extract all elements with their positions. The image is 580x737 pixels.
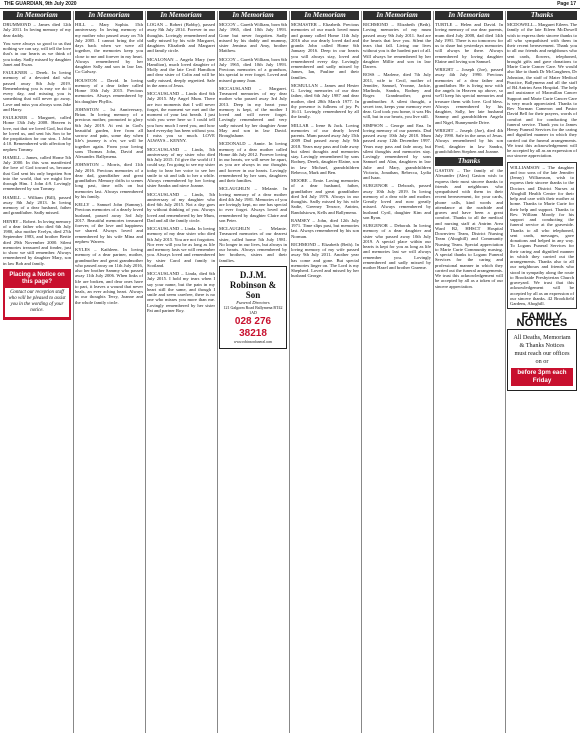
column-7 (435, 11, 503, 733)
family-notices-box (507, 329, 577, 391)
column-rule (145, 11, 146, 733)
column-rule (73, 11, 74, 733)
notice: MCCAUSLAND – Linda, died 6th July 2015. I hold my tears when I say your name, but the pain in my heart still the same, and though I smile and seem carefree, there is no one who misses you more than me. Lovingly remembered by her sister Pat and partner Roy. (147, 271, 215, 313)
notice: MOORE – Ernie. Loving memories of a dear husband, father, grandfather and great grandfather died 3rd July 1976. Always in our thoughts. Sadly missed by his wife Sadie, Greeney Terrace, Antrim, Randalstown, Kells and Ballymena. (291, 178, 359, 215)
notice: TURTLE – Helen and David. In loving memory of our dear parents, mum died July 2008, dad died 14th July 1991. There is no tomorrow for us to share but yesterdays memories will always be there. Always remembered by loving daughter Elaine and loving son Samuel. (435, 22, 503, 64)
notice: GASTON – The family of the Alexander (Alex) Gaston wish to express their most sincere thanks to friends and neighbours who sympathised with them in their recent bereavement, for your cards, phone calls, kind words and attendance at the roadside and graves and have been a great comfort. Thanks to all the medical and nursing staff at Antrim Area Ward B2, HHSCT Hospital Downview Team, District Nursing Team (Ahoghill) and Community Nursing Team. Special appreciation to Marie Curie Community nursing. A special thanks to Loganс Funeral Services for the caring and professional manner in which they carried out the funeral arrangements. We trust this acknowledgement will be accepted by all as a token of our sincere appreciation. (435, 168, 503, 289)
section-banner: In Memoriam (3, 11, 71, 20)
column-rule (505, 11, 506, 733)
masthead-left: THE GUARDIAN, 9th July 2020 (4, 1, 77, 7)
column-5 (291, 11, 359, 733)
fn-line: must reach our offices on or (514, 349, 570, 365)
masthead-right: Page 17 (557, 1, 576, 7)
notice: MILLAR – Irene & Jack. Loving memories of our dearly loved parents. Mum passed away July 15th 2009 Dad passed away July 9th 2018. Years may pass and fade away but silent thoughts and memories stay. Lovingly remembered by sons Rodney, Derek, daughter Elaine, son in law Michael, grandchildren Rebecca, Mark and Ben. (291, 122, 359, 175)
notice: MCCOY – Gareth William, born 6th July 1965, died 10th July 1993. Gone but never forgotten. Sadly missed by his daddy and mummy, sister Jemima and Amy, brother Matthew. (219, 22, 287, 54)
notice: KYLES – Kathleen. In loving memory of a dear partner, mother, grandmother and great grandmother who passed away on 11th July 2016, also her brother Sammy who passed away 11th July 2006. When links of life are broken, and dear ones have to part, it leaves a wound that never heals, an ever aching heart. Always in our thoughts Terry, Joanne and the whole family circle. (75, 247, 143, 305)
column-2 (75, 11, 143, 733)
notice: RICHMOND – Elizabeth (Beth). Loving memories of my mum passed away 9th July 2011. Sad are the hearts that love you. Silent the tears that fall. Living our lives without you is the hardest part of all. Will always be remembered by her daughter Millie and son in law Darren. (363, 22, 431, 69)
notice: MCCAUSLAND – Linda, 5th anniversary of my sister who died 6th July 2015. I'd give the world if I could say, I'm going to see my sister today to hear her voice to see her smile to sit and talk to her a while. Always remembered by her loving sister Sandra and niece Joanne. (147, 146, 215, 189)
fn-deadline: before 3pm each Friday (511, 368, 573, 386)
notice: SURGENOR – Deborah, passed away 10th July 2019. In loving memory of a dear wife and mother. Greatly loved and now greatly missed. Always remembered by husband Cyril, daughter Kim and son Ryan. (363, 183, 431, 220)
notice: LOGAN – Robert (Bobby), passed away 8th July 2014. Forever in our thoughts. Lovingly remembered and sadly missed by his wife Margaret, daughters Elizabeth and Margaret and family circle. (147, 22, 215, 54)
notice: FAULKNER – Margaret, called Home 13th July 2008. Heaven is love, not that we loved God, but that he loved us, and sent his Son to be the propitiation for our sins. 1 John 4:10. Remembered with affection by nephew Tommy. (3, 115, 71, 152)
family-notices-title: FAMILY NOTICES (516, 311, 568, 329)
notice: MCCAUSLAND – Linda, 5th anniversary of my daughter who died 6th July 2015. Not a day goes by without thinking of you. Always loved and remembered by her Mum, Dad and all the family circle. (147, 191, 215, 223)
notice: ROSS – Marlene, died 7th July 2011, wife to Cecil, mother of Jennifer, Samuel, Yvonne, Jackie, Marlinda, Sandra, Rodney and Roger. Grandmother, great grandmother. A silent thought, a secret tear, keeps your memory ever dear. God took you home, it was His will, but in our hearts, you live still. (363, 72, 431, 120)
notice: MCMULLAN – James and Hester G. Loving memories of our dear father, died 6th July 1987 and dear mother, died 28th March 1977. In thy presence is fullness of joy. Ps 16:11. Lovingly remembered by all the family. (291, 82, 359, 120)
notice: MCLAUGHLIN – Melanie. Treasured memories of our dearest sister, called home 5th July 1981. No longer in our lives, but always in our hearts. Always remembered by her brothers, sisters and their families. (219, 226, 287, 263)
notice: MCMASTER – Elizabeth. Precious memories of our much loved mum and granny called Home 11th July 2016 also our dearly loved dad and granda John called Home 6th January 2016. Deep in our hearts you will always stay, loved and remembered every day. Lovingly remembered and sadly missed by James, Ian, Pauline and their families. (291, 22, 359, 80)
notice: FAULKNER – Derek. In loving memory of a devoted dad who passed away 8th July 2019. Remembering you is easy we do it every day, and missing you is something that will never go away. Love and miss you always sons Jake and Harry. (3, 70, 71, 112)
column-8 (507, 11, 577, 733)
fn-line: & Thanks Notices (519, 341, 565, 349)
notice: HAMILL – William (Bill), passed away 8th July 2013. In loving memory of a dear husband, father and grandfather. Sadly missed. (3, 194, 71, 216)
column-rule (361, 11, 362, 733)
section-banner: In Memoriam (291, 11, 359, 20)
notice: JOHNSTON – Morris, died 11th July 2016. Precious memories of a dear dad, grandfather and great grandfather. Memory drifts to scenes long past, time rolls on but memories last. Always remembered by his family. (75, 162, 143, 199)
section-banner: In Memoriam (219, 11, 287, 20)
column-3 (147, 11, 215, 733)
section-banner: Thanks (435, 157, 503, 166)
fn-line: All Deaths, Memoriam (513, 333, 571, 341)
notice: MCALONAN – Angela Mary (nee Hamilton), much loved daughter of Molly and the late Cecil Hamilton and dear sister of Colin and will be sadly missed, deeply regretted. Safe in the arms of Jesus. (147, 56, 215, 88)
notice: MCCAUSLAND – Linda. In loving memory of my dear sister who died 6th July 2015. You are not forgotten. Nor ever will you be as long as life and memory lasts we will remember you. Always loved and remembered by sister Carol and family in Scotland. (147, 226, 215, 268)
notice: WRIGHT – Joseph (Joe), died 4th July 1990. Safe in the arms of Jesus. Always remembered by his son Fred, daughter in law Sandra, grandchildren Stephen and Joanne. (435, 127, 503, 154)
section-banner: In Memoriam (75, 11, 143, 20)
notice: MCDONALD – Annie. In loving memory of a dear mother called Home 4th July 2012. Forever loving in our hearts, we will never be apart, as you are always in our thoughts and forever in our hearts. Lovingly remembered by her sons, daughters and their families. (219, 141, 287, 183)
notice: DRUMMOND – James died 12th July 2011. In loving memory of my dear daddy. (3, 22, 71, 38)
ad-name: D.J.M. Robinson & Son (229, 269, 277, 300)
notice: RICHMOND – Elizabeth (Beth). In loving memory of my wife passed away 9th July 2011. Another year has come and gone. But special memories linger on. The Lord is my Shepherd. Loved and missed by her husband George. (291, 241, 359, 279)
funeral-director-ad (219, 266, 287, 349)
notice: MCLAUGHLIN – Melanie. In loving memory of a dear mother died 4th July 1981. Memories of you are lovingly kept, no one has special to ever forget. Always loved and remembered by daughter Claire and son Peter. (219, 186, 287, 223)
section-banner: In Memoriam (363, 11, 431, 20)
notice: HENRY – Robert. In loving memory of a dear father who died 6th July 1980, also mother Evelyn, died 27th September 1983, and brother Bertie died 29th November 2000. Silent memories treasured and fonder, just to show we still remember. Always remembered by daughter Mary, son in law Bob and family. (3, 218, 71, 266)
column-4 (219, 11, 287, 733)
notice: JOHNSTON – 1st Anniversary, Brian. In loving memory of a precious mother, promoted to glory 6th July 2019. At rest in God's beautiful garden, free from all sorrow and pain, some day when life's journey is o'er, we will be together again. From your loving sons Thomas John, David and Alexander. Ballymena. (75, 106, 143, 159)
notice: SURGENOR – Deborah. In loving memory of a dear daughter and sister who passed away 10th July 2019. A special place within our hearts is kept for you as long as life and memories last we will always remember you. Lovingly remembered and sadly missed by mother Hazel and brother Graeme. (363, 223, 431, 270)
notice: MCCAUSLAND – Margaret. Treasured memories of my dear mother who passed away 3rd July 2013. Deep in my heart your memory is kept, of the mother I loved and will never forget. Lovingly remembered and very sadly missed by her daughter Anne May and son in law David. Broughshane. (219, 85, 287, 138)
notice: KELLY – Samuel John (Sammy). Precious memories of a dearly loved husband, passed away 3rd July 2017. Beautiful memories treasured forever, of the love and happiness we shared. Always loved and remembered by his wife Mina and nephew Warren. (75, 202, 143, 244)
ad-tagline: Funeral Directors (236, 299, 270, 305)
notice: WILLIAMSON – The daughter and two sons of the late Jennifer (Jenny) Williamson, wish to express their sincere thanks to the Doctors and District Nurses at Ahoghill Health Centre for their help and care with their mother at home. Thanks to Marie Curie for their help and support. Thanks to Rev. William Moody for his support and conducting the funeral service at the graveside. Thanks to all who telephoned, sent cards, messages, gave donations and helped in any way. To Logans Funeral Services for their caring and dignified manner in which they carried out the arrangements. Thanks also to all our neighbours and friends who stood in sympathy along the route to Brookside Presbyterian Church graveyard. We trust that this acknowledgement will be accepted by all as an expression of our sincere thanks. 42 Brookfield Gardens, Ahoghill. (507, 162, 577, 310)
notice: MCCOY – Gareth William, born 6th July 1965, died 10th July 1993. Precious memories of a grandson, his special to ever forget. Loved and missed granny Joan. (219, 56, 287, 83)
masthead (0, 0, 580, 9)
notice: SIMPSON – George and Ena. In loving memory of our parents. Dad passed away 10th July 2018. Mum passed away 12th December 1997. Years may pass and fade away, but silent thoughts and memories stay. Lovingly remembered by sons Samuel and Alan, daughters in law Julie and Mary, grandchildren Victoria, Jonathan, Rebecca, Lydia and Isaac. (363, 122, 431, 180)
notice: MCDOWELL – Margaret Eileen. The family of the late Eileen McDowell wish to express their sincere thanks to all who sympathised with them in their recent bereavement. Thank you to all our friends and neighbours who sent cards, flowers, telephoned, brought gifts and gave donations to Marie Curie Cancer Care. We would also like to thank Dr McCaughern, Dr Johnston, the staff of Mater Medical Practice, Ballymena and all the staff of B4 Antrim Area Hospital. The help and assistance of Macmillan Cancer Support and Marie Curie Cancer Care is very much appreciated. Thanks to Rev Norman Cameron and Pastor David Bell for their prayers, words of comfort and for conducting the funeral service. Thank you to James Henry Funeral Services for the caring and dignified manner in which they carried out the funeral arrangements. We trust this acknowledgement will be accepted by all as an expression of our sincere appreciation. (507, 22, 577, 159)
section-banner: In Memoriam (147, 11, 215, 20)
notice: WRIGHT – Joseph (Joe), passed away 4th July 1990. Precious memories of a dear father and grandfather. He is living now with the angels in Heaven up above, so we'll keep his special memories and treasure them with love. God bless. Always remembered by his daughter, Sally, her late husband Sammy and grandchildren Angela and Nigel, Runnymede Drive. (435, 67, 503, 125)
column-1 (3, 11, 71, 733)
promo-title: Placing a Notice on this page? (9, 271, 65, 285)
notice: RAMSEY – John, died 12th July 1971. Time slips past, but memories last. Always remembered by his son Norman. (291, 217, 359, 239)
ad-phone: 028 276 38218 (234, 315, 272, 339)
promo-body: Contact our reception staff who will be pleased to assist you in the wording of your notice. (5, 288, 69, 317)
ad-address: 121 Galgorm Road Ballymena BT42 1AD (223, 305, 283, 316)
section-banner: In Memoriam (435, 11, 503, 20)
placing-notice-promo (3, 269, 71, 320)
notice: MCCAUSLAND – Linda died 6th July 2015. My Angel Mum. There are two moments that I will never forget, the moment we met and the moment of your last breath. I just wish you were here so I could tell you how much I need you, and how hard everyday has been without you. I miss you so much. LOVE ALWAYS – KENNY. (147, 91, 215, 144)
notice: HAMILL – James, called Home 5th July 2000. In this was manifested the love of God toward us, because that God sent his only begotten Son into the world, that we might live through Him. 1 John 4:9. Lovingly remembered by son Tommy. (3, 154, 71, 192)
notice: HILL – Mary Sophia. 15th anniversary. In loving memory of my mother who passed away on 7th July 2005. I cannot bring the old days back when we were all together, the memories keep you close to me and forever in my heart. Always remembered by her daughter Sally and son in law Ian. Co Galway. (75, 22, 143, 75)
notice: You were always so good to us that nothing we can say, will tell the love that's in our hearts as we think of you today. Sadly missed by daughter Janet and Ewan. (3, 40, 71, 67)
column-rule (433, 11, 434, 733)
column-6 (363, 11, 431, 733)
column-rule (217, 11, 218, 733)
notice: HOUSTON – David. In loving memory of a dear father called Home 10th July 2015. Precious memories. Always remembered by his daughter Phyllis. (75, 77, 143, 104)
ad-web: www.robinsonfuneral.com (233, 339, 273, 344)
column-rule (289, 11, 290, 733)
section-banner: Thanks (507, 11, 577, 20)
